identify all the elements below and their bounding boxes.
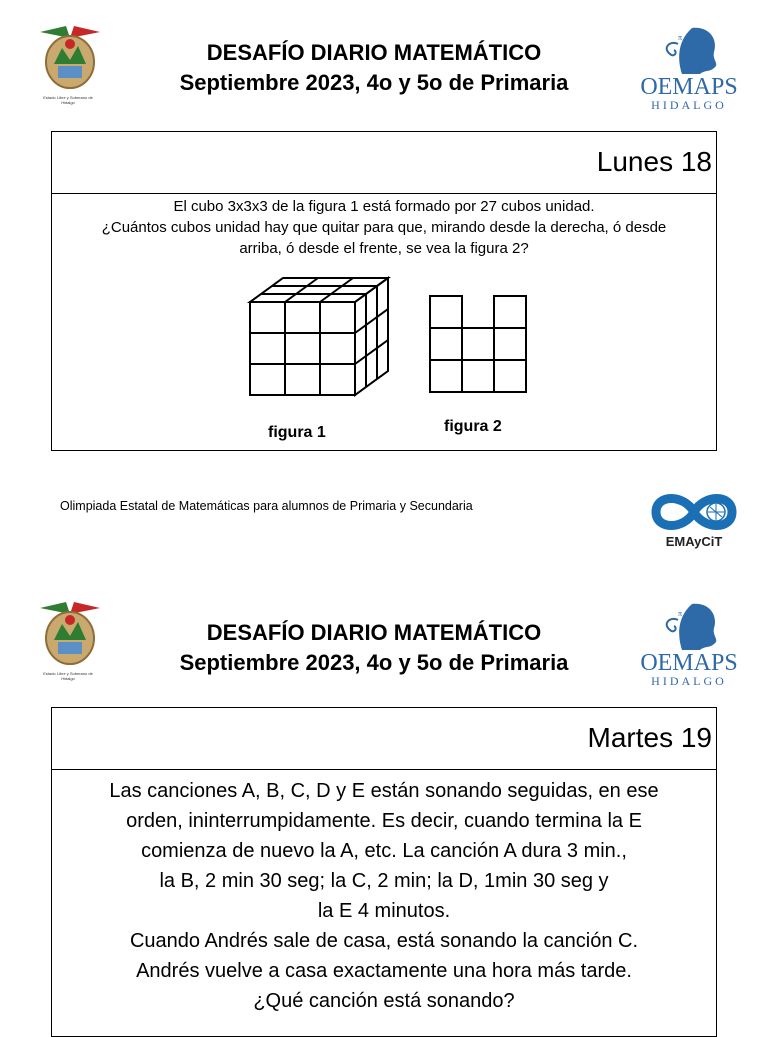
problem-line: orden, ininterrumpidamente. Es decir, cuando termina la E [126,810,642,832]
seal-caption: Estado Libre y Soberano de Hidalgo [43,671,93,681]
problem-line: El cubo 3x3x3 de la figura 1 está formado por 27 cubos unidad. [173,198,595,215]
title-line-2: Septiembre 2023, 4o y 5o de Primaria [179,650,569,675]
oemaps-logo [634,22,744,114]
problem-line: comienza de nuevo la A, etc. La canción A dura 3 min., [141,840,627,862]
page-title [120,618,628,678]
hidalgo-seal-logo [32,600,108,668]
title-line-2: Septiembre 2023, 4o y 5o de Primaria [179,70,569,95]
problem-line: la E 4 minutos. [317,900,451,922]
svg-text:π: π [678,609,683,618]
problem-line: Andrés vuelve a casa exactamente una hora más tarde. [136,960,632,982]
title-line-1: DESAFÍO DIARIO MATEMÁTICO [206,620,542,645]
figure-1-cube [242,272,412,412]
box-divider [52,193,716,194]
oemaps-sub: HIDALGO [651,98,727,112]
oemaps-name: OEMAPS [640,74,738,100]
figure-1-label: figura 1 [268,424,326,441]
page-title [120,38,628,98]
problem-line: Cuando Andrés sale de casa, está sonando la canción C. [129,930,639,952]
footer-text: Olimpiada Estatal de Matemáticas para alumnos de Primaria y Secundaria [60,499,473,513]
day-label: Martes 19 [587,722,712,753]
day-label: Lunes 18 [596,146,712,177]
hidalgo-seal-logo [32,24,108,92]
oemaps-name: OEMAPS [640,650,738,676]
problem-line: ¿Cuántos cubos unidad hay que quitar para que, mirando desde la derecha, ó desde [101,219,667,236]
problem-line: la B, 2 min 30 seg; la C, 2 min; la D, 1min 30 seg y [159,870,609,892]
seal-caption: Estado Libre y Soberano de Hidalgo [43,95,93,105]
problem-text [52,196,716,259]
figure-2-shape [426,292,536,402]
emaycit-logo [644,488,744,554]
challenge-sheet-tuesday [0,576,768,1024]
problem-line: ¿Qué canción está sonando? [253,990,515,1012]
problem-text [52,776,716,1016]
title-line-1: DESAFÍO DIARIO MATEMÁTICO [206,40,542,65]
figure-2-label: figura 2 [444,418,502,435]
problem-line: arriba, ó desde el frente, se vea la figura 2? [239,240,529,257]
problem-box [51,131,717,451]
oemaps-logo [634,598,744,690]
svg-text:π: π [678,33,683,42]
problem-box [51,707,717,1037]
box-divider [52,769,716,770]
problem-line: Las canciones A, B, C, D y E están sonando seguidas, en ese [109,780,659,802]
emaycit-name: EMAyCiT [665,534,723,549]
oemaps-sub: HIDALGO [651,674,727,688]
